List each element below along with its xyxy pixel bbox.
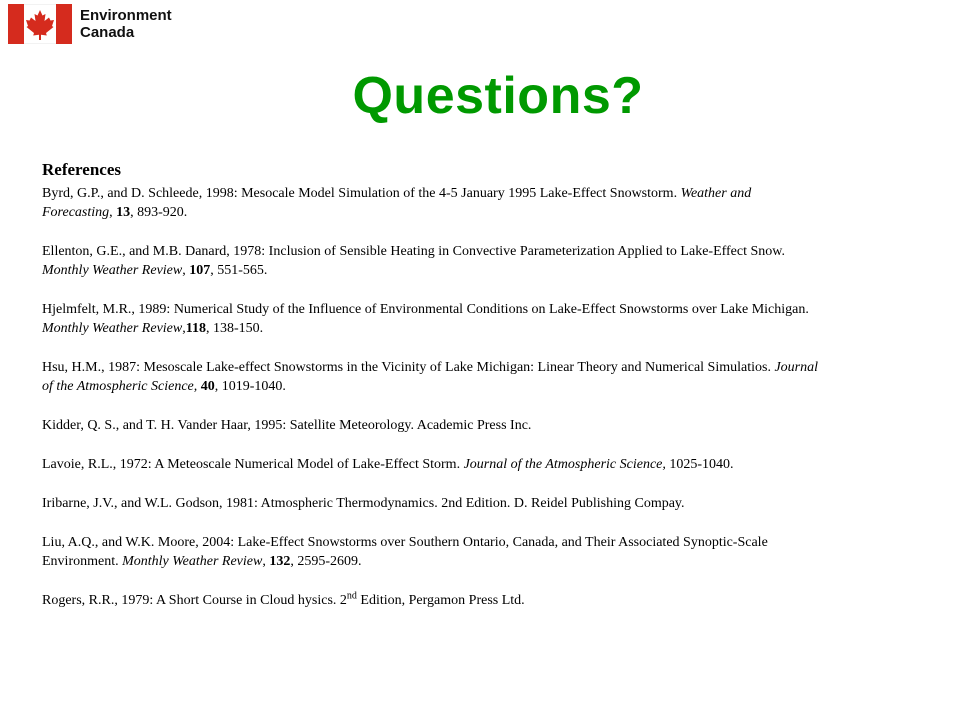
- reference-journal: Journal of the Atmospheric Science,: [42, 360, 819, 394]
- reference-text: ,: [182, 321, 186, 336]
- reference-text: ,: [109, 205, 117, 220]
- org-line-2: Canada: [80, 24, 135, 41]
- canada-flag-icon: [8, 4, 72, 44]
- reference-text: , 893-920.: [130, 205, 188, 220]
- reference-text: Byrd, G.P., and D. Schleede, 1998: Mesocale Model Simulation of the 4-5 January 1995 Lake-Effect Snowstorm.: [42, 186, 681, 201]
- reference-entry: [42, 533, 822, 571]
- reference-text: Rogers, R.R., 1979: A Short Course in Cloud hysics. 2: [42, 593, 347, 608]
- reference-text: Hsu, H.M., 1987: Mesoscale Lake-effect Snowstorms in the Vicinity of Lake Michigan: Linear Theory and Numerical Simulatios.: [42, 360, 775, 375]
- reference-volume: 132: [269, 554, 291, 569]
- reference-text: Lavoie, R.L., 1972: A Meteoscale Numerical Model of Lake-Effect Storm.: [42, 457, 464, 472]
- reference-volume: 118: [185, 321, 206, 336]
- reference-entry: [42, 591, 822, 610]
- reference-text: 1025-1040.: [665, 457, 734, 472]
- reference-text: , 551-565.: [210, 263, 268, 278]
- reference-text: Liu, A.Q., and W.K. Moore, 2004: Lake-Effect Snowstorms over Southern Ontario, Canada, and Their Associated Synoptic-Scale Environment.: [42, 535, 768, 569]
- environment-canada-logo: [8, 4, 172, 44]
- reference-volume: 107: [189, 263, 211, 278]
- reference-entry: [42, 184, 822, 222]
- reference-text: ,: [262, 554, 270, 569]
- slide-title: Questions?: [352, 67, 644, 125]
- organization-name: [80, 7, 172, 41]
- reference-entry: [42, 455, 822, 474]
- reference-text: ,: [182, 263, 190, 278]
- reference-text: , 1019-1040.: [214, 379, 286, 394]
- reference-entry: [42, 242, 822, 280]
- reference-text: Kidder, Q. S., and T. H. Vander Haar, 1995: Satellite Meteorology. Academic Press Inc.: [42, 418, 532, 433]
- references-heading: References: [42, 160, 121, 179]
- reference-journal: Journal of the Atmospheric Science,: [463, 457, 666, 472]
- references-list: [42, 184, 822, 610]
- org-line-1: Environment: [80, 7, 172, 24]
- reference-volume: 13: [116, 205, 131, 220]
- reference-journal: Monthly Weather Review: [42, 321, 183, 336]
- reference-text: Edition, Pergamon Press Ltd.: [356, 593, 525, 608]
- reference-text: Iribarne, J.V., and W.L. Godson, 1981: Atmospheric Thermodynamics. 2nd Edition. D. Reidel Publishing Compay.: [42, 496, 685, 511]
- reference-entry: [42, 300, 822, 338]
- reference-entry: [42, 416, 822, 435]
- reference-journal: Monthly Weather Review: [122, 554, 263, 569]
- reference-journal: Monthly Weather Review: [42, 263, 183, 278]
- reference-text: Hjelmfelt, M.R., 1989: Numerical Study of the Influence of Environmental Conditions on Lake-Effect Snowstorms over Lake Michigan.: [42, 302, 809, 317]
- reference-journal: Weather and Forecasting: [42, 186, 752, 220]
- reference-text: , 2595-2609.: [290, 554, 362, 569]
- reference-entry: [42, 494, 822, 513]
- references-section: [42, 160, 822, 630]
- reference-text: Ellenton, G.E., and M.B. Danard, 1978: Inclusion of Sensible Heating in Convective Parameterization Applied to Lake-Effect Snow.: [42, 244, 785, 259]
- reference-superscript: nd: [346, 590, 357, 602]
- reference-volume: 40: [200, 379, 215, 394]
- reference-entry: [42, 358, 822, 396]
- reference-text: , 138-150.: [205, 321, 264, 336]
